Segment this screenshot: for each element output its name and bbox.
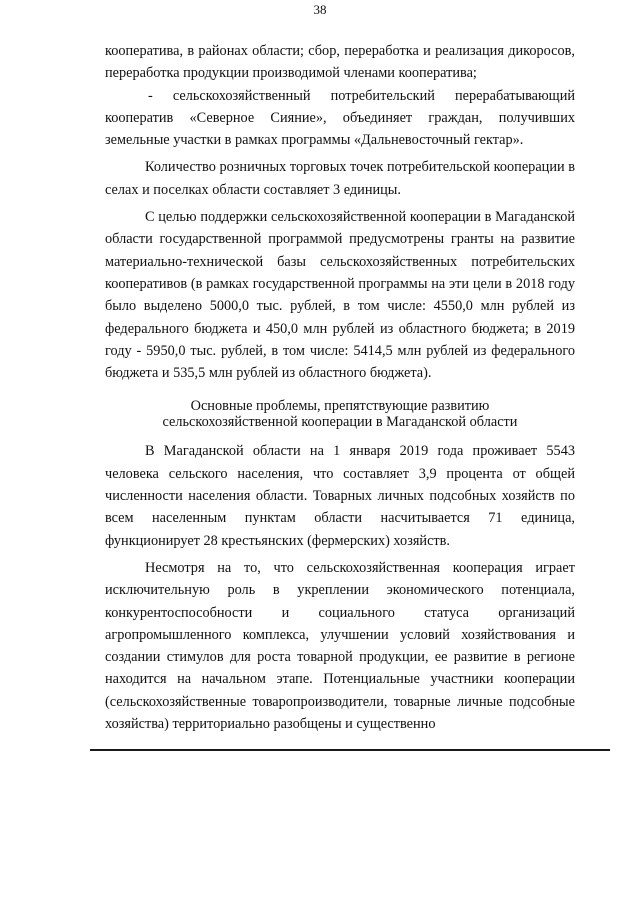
section-heading-line-2: сельскохозяйственной кооперации в Магаданской области xyxy=(162,414,518,431)
footer-divider xyxy=(90,749,610,751)
paragraph-grants: С целью поддержки сельскохозяйственной кооперации в Магаданской области государственной программой предусмотрены гранты на развитие материально-технической базы сельскохозяйственных потребительских кооперативов (в рамках государственной программы на эти цели в 2018 году было выделено 5000,0 тыс. рублей, в том числе: 4550,0 млн рублей из федерального бюджета и 450,0 млн рублей из областного бюджета; в 2019 году - 5950,0 тыс. рублей, в том числе: 5414,5 млн рублей из федерального бюджета и 535,5 млн рублей из областного бюджета). xyxy=(105,209,575,382)
paragraph-cooperation-role: Несмотря на то, что сельскохозяйственная кооперация играет исключительную роль в укреплении экономического потенциала, конкурентоспособности и социального статуса организаций агропромышленного комплекса, улучшении условий хозяйствования и создании стимулов для роста товарной продукции, ее развитие в регионе находится на начальном этапе. Потенциальные участники кооперации (сельскохозяйственные товаропроизводители, товарные личные подсобные хозяйства) территориально разобщены и существенно xyxy=(105,559,575,733)
paragraph-continuation: кооператива, в районах области; сбор, переработка и реализация дикоросов, переработка продукции производимой членами кооператива; xyxy=(105,43,575,82)
section-heading-line-1: Основные проблемы, препятствующие развитию xyxy=(190,398,490,415)
paragraph-retail-points: Количество розничных торговых точек потребительской кооперации в селах и поселках области составляет 3 единицы. xyxy=(105,159,575,198)
document-body xyxy=(105,40,575,735)
list-item-northern-lights: - сельскохозяйственный потребительский перерабатывающий кооператив «Северное Сияние», объединяет граждан, получивших земельные участки в рамках программы «Дальневосточный гектар». xyxy=(105,87,575,149)
paragraph-population: В Магаданской области на 1 января 2019 года проживает 5543 человека сельского населения, что составляет 3,9 процента от общей численности населения области. Товарных личных подсобных хозяйств по всем населенным пунктам области насчитывается 71 единица, функционирует 28 крестьянских (фермерских) хозяйств. xyxy=(105,443,575,549)
page-number: 38 xyxy=(313,2,327,17)
section-heading xyxy=(105,398,575,430)
